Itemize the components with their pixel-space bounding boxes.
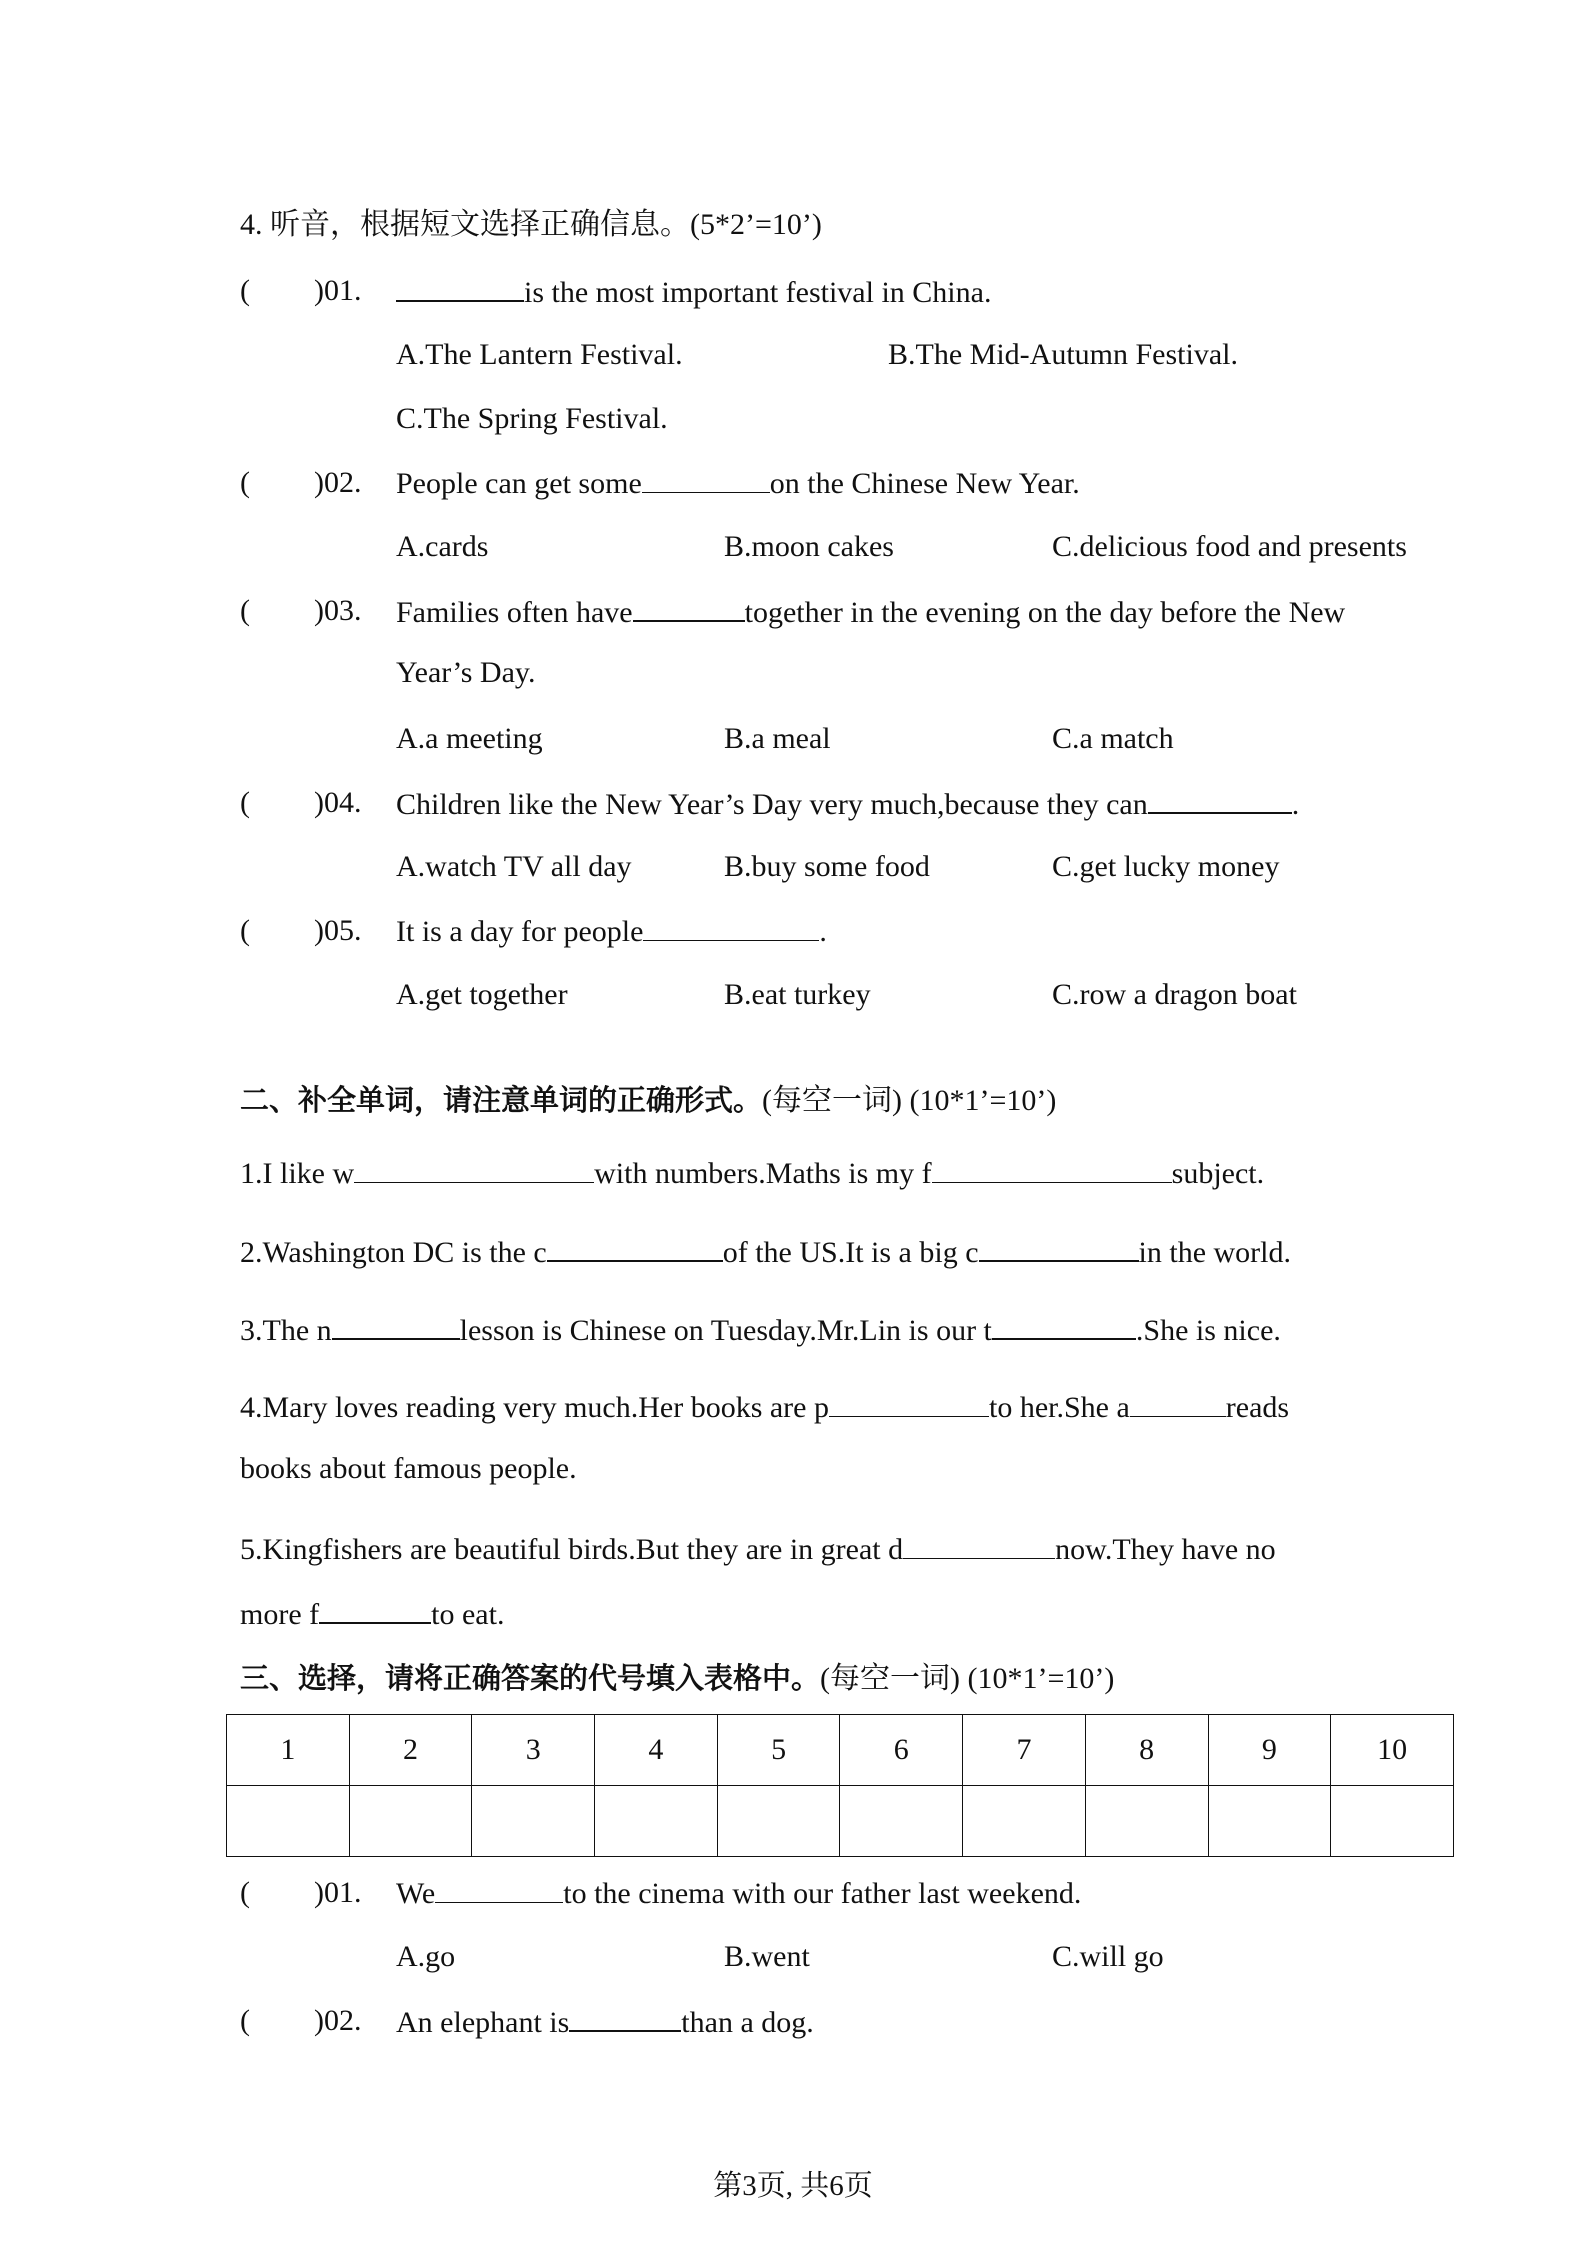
answer-table-header-row [227, 1715, 1454, 1786]
question-text-before: It is a day for people [396, 915, 644, 948]
section-two-heading [240, 1083, 1057, 1117]
answer-paren-open[interactable]: ( [240, 274, 250, 307]
question-text-after: together in the evening on the day before the New [744, 596, 1346, 629]
fill-blank[interactable] [979, 1234, 1139, 1262]
answer-table-header: 2 [349, 1715, 472, 1786]
option-a[interactable]: A.get together [396, 978, 568, 1011]
answer-cell[interactable] [472, 1786, 595, 1857]
fill-text: 1.I like w [240, 1157, 355, 1190]
question-text-before: Children like the New Year’s Day very much,because they can [396, 788, 1148, 821]
question-text-before: We [396, 1877, 436, 1910]
section-three-heading [240, 1661, 1115, 1695]
answer-paren-open[interactable]: ( [240, 466, 250, 499]
question-text-after: . [1291, 788, 1300, 821]
fill-text: 4.Mary loves reading very much.Her books are p [240, 1391, 829, 1424]
fill-blank[interactable] [319, 1596, 431, 1624]
fill-text: to her.She a [988, 1391, 1130, 1424]
question-number: )02. [314, 466, 362, 499]
question-text-after: than a dog. [681, 2006, 814, 2039]
fill-item-3 [240, 1312, 1281, 1346]
answer-cell[interactable] [717, 1786, 840, 1857]
fill-text: to eat. [431, 1598, 505, 1631]
option-b[interactable]: B.a meal [724, 722, 831, 755]
fill-blank[interactable] [354, 1156, 594, 1183]
answer-table-header: 6 [840, 1715, 963, 1786]
option-c[interactable]: C.delicious food and presents [1052, 530, 1407, 563]
answer-blank[interactable] [569, 2004, 681, 2032]
question-text-after: to the cinema with our father last weekend. [563, 1877, 1082, 1910]
answer-table-header: 10 [1331, 1715, 1454, 1786]
answer-table-header: 4 [595, 1715, 718, 1786]
answer-paren-open[interactable]: ( [240, 594, 250, 627]
fill-item-2 [240, 1234, 1291, 1268]
fill-item-4-continued: books about famous people. [240, 1452, 577, 1485]
question-number: )01. [314, 1876, 362, 1909]
option-a[interactable]: A.go [396, 1940, 456, 1973]
fill-text: of the US.It is a big c [722, 1236, 979, 1269]
answer-paren-open[interactable]: ( [240, 914, 250, 947]
question-text-after: . [819, 915, 827, 948]
answer-table-header: 7 [963, 1715, 1086, 1786]
option-c[interactable]: C.row a dragon boat [1052, 978, 1297, 1011]
answer-cell[interactable] [1331, 1786, 1454, 1857]
answer-cell[interactable] [1208, 1786, 1331, 1857]
fill-blank[interactable] [932, 1156, 1172, 1183]
fill-text: subject. [1171, 1157, 1265, 1190]
answer-blank[interactable] [435, 1876, 563, 1903]
fill-text: with numbers.Maths is my f [594, 1157, 932, 1190]
answer-cell[interactable] [840, 1786, 963, 1857]
fill-text: in the world. [1138, 1236, 1292, 1269]
question-text-continued: Year’s Day. [396, 656, 536, 689]
question-number: )01. [314, 274, 362, 307]
answer-blank[interactable] [642, 466, 770, 493]
listening-heading-text: 4. 听音，根据短文选择正确信息。(5*2’=10’) [240, 208, 822, 241]
answer-cell[interactable] [1085, 1786, 1208, 1857]
question-text-before: People can get some [396, 467, 642, 500]
answer-blank[interactable] [633, 594, 745, 622]
answer-table-header: 3 [472, 1715, 595, 1786]
fill-text: lesson is Chinese on Tuesday.Mr.Lin is our t [459, 1314, 992, 1347]
fill-blank[interactable] [547, 1234, 723, 1262]
answer-table [226, 1714, 1454, 1857]
option-b[interactable]: B.The Mid-Autumn Festival. [888, 338, 1238, 371]
answer-paren-open[interactable]: ( [240, 2004, 250, 2037]
answer-table-header: 1 [227, 1715, 350, 1786]
fill-item-5-continued [240, 1596, 504, 1630]
fill-blank[interactable] [1130, 1390, 1226, 1417]
question-number: )05. [314, 914, 362, 947]
question-number: )04. [314, 786, 362, 819]
question-text-after: is the most important festival in China. [524, 276, 992, 309]
fill-text: more f [240, 1598, 320, 1631]
fill-item-4 [240, 1390, 1289, 1423]
section-two-heading-cn: 二、补全单词，请注意单词的正确形式。 [240, 1083, 763, 1117]
fill-blank[interactable] [829, 1390, 989, 1417]
option-a[interactable]: A.cards [396, 530, 489, 563]
option-a[interactable]: A.watch TV all day [396, 850, 632, 883]
option-b[interactable]: B.buy some food [724, 850, 930, 883]
section-three-heading-latin: (每空一词) (10*1’=10’) [820, 1662, 1115, 1695]
fill-blank[interactable] [992, 1312, 1136, 1340]
answer-cell[interactable] [595, 1786, 718, 1857]
option-c[interactable]: C.will go [1052, 1940, 1164, 1973]
question-text-after: on the Chinese New Year. [769, 467, 1080, 500]
answer-table-input-row [227, 1786, 1454, 1857]
option-b[interactable]: B.eat turkey [724, 978, 871, 1011]
answer-cell[interactable] [349, 1786, 472, 1857]
question-number: )02. [314, 2004, 362, 2037]
answer-blank[interactable] [643, 914, 819, 941]
option-c[interactable]: C.get lucky money [1052, 850, 1280, 883]
fill-item-1 [240, 1156, 1264, 1189]
answer-blank[interactable] [1148, 786, 1292, 814]
option-a[interactable]: A.a meeting [396, 722, 543, 755]
answer-paren-open[interactable]: ( [240, 786, 250, 819]
fill-text: 5.Kingfishers are beautiful birds.But they are in great d [240, 1533, 904, 1566]
option-c[interactable]: C.a match [1052, 722, 1174, 755]
page-footer [0, 2163, 1586, 2204]
option-c[interactable]: C.The Spring Festival. [396, 402, 668, 435]
fill-text: 3.The n [240, 1314, 332, 1347]
answer-table-header: 9 [1208, 1715, 1331, 1786]
fill-blank[interactable] [332, 1312, 460, 1340]
answer-blank[interactable] [396, 274, 524, 302]
fill-text: reads [1225, 1391, 1290, 1424]
fill-text: .She is nice. [1135, 1314, 1281, 1347]
answer-cell[interactable] [963, 1786, 1086, 1857]
answer-paren-open[interactable]: ( [240, 1876, 250, 1909]
page-number-label: 第3页, 共6页 [713, 2170, 873, 2202]
question-text-before: Families often have [396, 596, 633, 629]
option-a[interactable]: A.The Lantern Festival. [396, 338, 683, 371]
fill-item-5 [240, 1532, 1276, 1565]
listening-heading [240, 210, 822, 240]
option-b[interactable]: B.moon cakes [724, 530, 894, 563]
question-number: )03. [314, 594, 362, 627]
answer-table-header: 8 [1085, 1715, 1208, 1786]
answer-cell[interactable] [227, 1786, 350, 1857]
question-text-before: An elephant is [396, 2006, 570, 2039]
fill-text: 2.Washington DC is the c [240, 1236, 547, 1269]
fill-text: now.They have no [1055, 1533, 1276, 1566]
section-two-heading-latin: (每空一词) (10*1’=10’) [762, 1084, 1057, 1117]
option-b[interactable]: B.went [724, 1940, 810, 1973]
section-three-heading-cn: 三、选择，请将正确答案的代号填入表格中。 [240, 1661, 821, 1695]
answer-table-header: 5 [717, 1715, 840, 1786]
fill-blank[interactable] [903, 1532, 1055, 1559]
